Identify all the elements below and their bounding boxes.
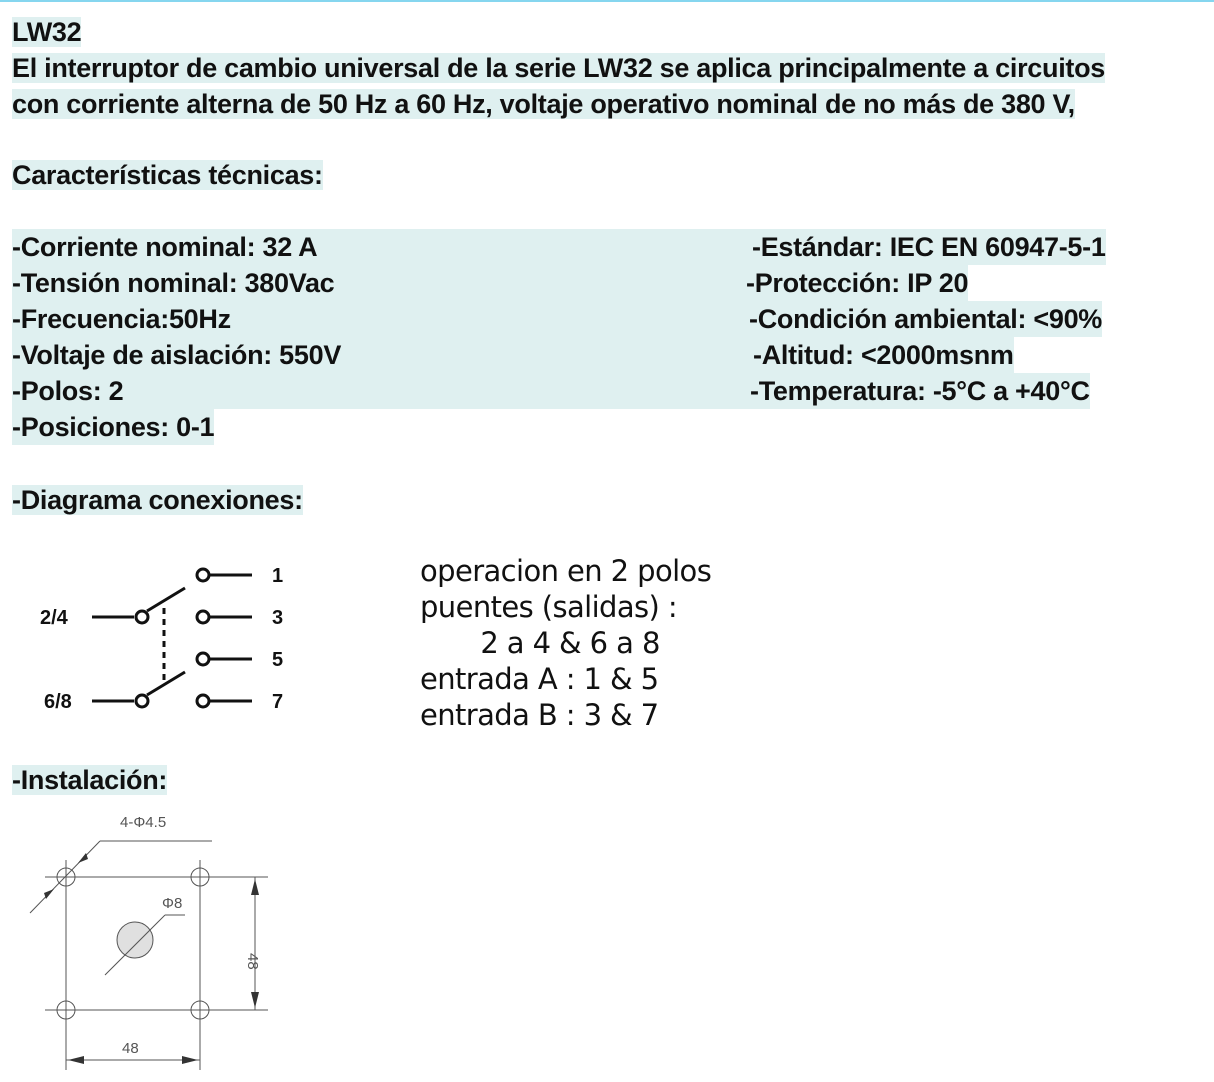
input-label-6-8: 6/8: [44, 691, 72, 713]
spec-frequency: -Frecuencia:50Hz: [12, 301, 749, 337]
top-border: [0, 0, 1214, 2]
terminal-label-1: 1: [272, 565, 284, 587]
terminal-label-3: 3: [272, 607, 284, 629]
spec-row: [12, 337, 1202, 373]
height-dimension-label: 48: [244, 953, 261, 970]
diagram-heading: -Diagrama conexiones:: [12, 485, 303, 515]
desc-line: puentes (salidas) :: [420, 590, 678, 624]
wiring-diagram: [30, 555, 310, 725]
intro-line-2: con corriente alterna de 50 Hz a 60 Hz, voltaje operativo nominal de no más de 380 V,: [12, 89, 1075, 119]
intro-line-1: El interruptor de cambio universal de la serie LW32 se aplica principalmente a circuitos: [12, 53, 1105, 83]
spec-insulation: -Voltaje de aislación: 550V: [12, 337, 753, 373]
terminal-label-5: 5: [272, 649, 284, 671]
spec-standard: -Estándar: IEC EN 60947-5-1: [752, 229, 1106, 265]
spec-poles: -Polos: 2: [12, 373, 750, 409]
spec-protection: -Protección: IP 20: [746, 265, 968, 301]
spec-temperature: -Temperatura: -5°C a +40°C: [750, 373, 1090, 409]
spec-row: [12, 265, 1202, 301]
hole-diameter-label: 4-Φ4.5: [120, 814, 167, 831]
specs-heading-block: [12, 157, 323, 193]
center-diameter-label: Φ8: [162, 895, 183, 912]
diagram-heading-block: [12, 482, 303, 518]
desc-line: entrada B : 3 & 7: [420, 698, 659, 732]
input-label-2-4: 2/4: [40, 607, 68, 629]
desc-line: operacion en 2 polos: [420, 554, 712, 588]
spec-row: [12, 301, 1202, 337]
installation-heading: -Instalación:: [12, 765, 168, 795]
desc-line: entrada A : 1 & 5: [420, 662, 659, 696]
installation-drawing: [0, 805, 300, 1082]
specs-table: [12, 229, 1202, 445]
desc-line: 2 a 4 & 6 a 8: [420, 626, 660, 660]
spec-positions: -Posiciones: 0-1: [12, 409, 214, 445]
width-dimension-label: 48: [122, 1040, 139, 1057]
spec-current: -Corriente nominal: 32 A: [12, 229, 752, 265]
spec-altitude: -Altitud: <2000msnm: [753, 337, 1014, 373]
specs-heading: Características técnicas:: [12, 160, 323, 190]
product-title: LW32: [12, 17, 82, 47]
terminal-label-7: 7: [272, 691, 284, 713]
diagram-description: [420, 553, 711, 733]
spec-humidity: -Condición ambiental: <90%: [749, 301, 1102, 337]
spec-row: [12, 409, 1202, 445]
installation-heading-block: [12, 762, 167, 798]
intro-block: [12, 14, 1105, 122]
spec-voltage: -Tensión nominal: 380Vac: [12, 265, 746, 301]
spec-row: [12, 229, 1202, 265]
spec-row: [12, 373, 1202, 409]
